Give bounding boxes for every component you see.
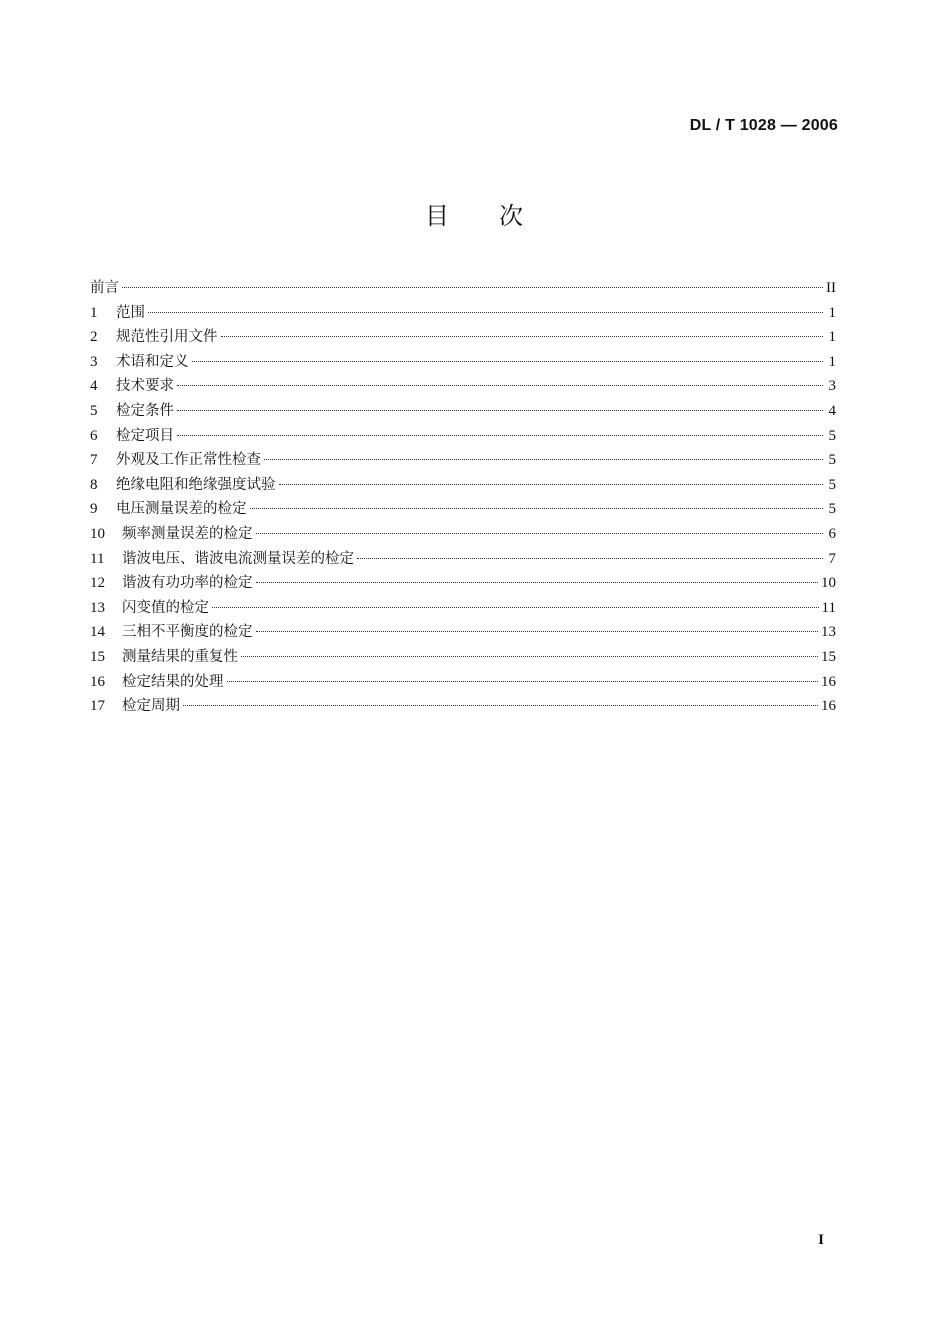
toc-entry-page: 3 — [828, 378, 836, 395]
toc-dot-leader — [192, 361, 824, 362]
toc-entry-number: 5 — [90, 402, 98, 419]
toc-entry-number: 7 — [90, 452, 98, 469]
toc-dot-leader — [256, 582, 819, 583]
toc-entry-label: 检定结果的处理 — [122, 673, 224, 690]
toc-entry-label: 绝缘电阻和绝缘强度试验 — [116, 476, 276, 493]
toc-dot-leader — [177, 410, 823, 411]
toc-entry-number: 11 — [90, 550, 105, 567]
toc-entry-page: 5 — [828, 452, 836, 469]
toc-entry-label: 三相不平衡度的检定 — [122, 624, 253, 641]
page-number: I — [818, 1232, 824, 1248]
toc-dot-leader — [264, 459, 823, 460]
toc-entry-label: 术语和定义 — [116, 353, 189, 370]
toc-dot-leader — [148, 312, 823, 313]
toc-entry[interactable] — [90, 276, 836, 301]
toc-dot-leader — [279, 484, 824, 485]
toc-dot-leader — [221, 336, 824, 337]
toc-entry-number: 14 — [90, 624, 105, 641]
toc-entry-number: 1 — [90, 304, 98, 321]
toc-entry-label: 闪变值的检定 — [122, 599, 209, 616]
toc-entry-label: 谐波有功功率的检定 — [122, 575, 253, 592]
toc-entry-number: 3 — [90, 353, 98, 370]
toc-dot-leader — [183, 705, 818, 706]
toc-entry-number: 9 — [90, 501, 98, 518]
toc-entry[interactable] — [90, 325, 836, 350]
toc-dot-leader — [256, 533, 824, 534]
toc-entry[interactable] — [90, 571, 836, 596]
toc-entry-label: 频率测量误差的检定 — [122, 525, 253, 542]
toc-entry-label: 前言 — [90, 280, 119, 296]
toc-dot-leader — [177, 385, 823, 386]
toc-entry-number: 17 — [90, 698, 105, 715]
toc-entry-label: 电压测量误差的检定 — [116, 501, 247, 518]
toc-dot-leader — [212, 607, 819, 608]
toc-entry-page: 15 — [821, 648, 836, 665]
toc-entry[interactable] — [90, 620, 836, 645]
toc-dot-leader — [357, 558, 823, 559]
toc-entry-page: 5 — [828, 476, 836, 493]
toc-entry-number: 15 — [90, 648, 105, 665]
toc-entry-label: 测量结果的重复性 — [122, 648, 238, 665]
toc-entry-number: 12 — [90, 575, 105, 592]
standard-code: DL / T 1028 — 2006 — [689, 117, 838, 134]
toc-entry[interactable] — [90, 694, 836, 719]
toc-dot-leader — [177, 435, 823, 436]
toc-entry[interactable] — [90, 547, 836, 572]
toc-entry-number: 4 — [90, 378, 98, 395]
toc-entry-page: 6 — [828, 525, 836, 542]
toc-entry[interactable] — [90, 374, 836, 399]
toc-entry-number: 10 — [90, 525, 105, 542]
toc-entry-page: 1 — [828, 353, 836, 370]
toc-entry-number: 6 — [90, 427, 98, 444]
toc-entry-page: 11 — [821, 599, 836, 616]
toc-entry[interactable] — [90, 522, 836, 547]
toc-entry-page: 16 — [821, 698, 836, 715]
toc-dot-leader — [241, 656, 818, 657]
toc-entry-page: 10 — [821, 575, 836, 592]
toc-entry-page: II — [826, 280, 836, 296]
toc-entry[interactable] — [90, 350, 836, 375]
toc-entry[interactable] — [90, 645, 836, 670]
toc-entry-page: 5 — [828, 427, 836, 444]
toc-entry-label: 检定条件 — [116, 402, 174, 419]
toc-entry[interactable] — [90, 670, 836, 695]
toc-entry[interactable] — [90, 399, 836, 424]
toc-entry-page: 4 — [828, 402, 836, 419]
toc-title-part2: 次 — [499, 202, 525, 230]
toc-entry-label: 谐波电压、谐波电流测量误差的检定 — [122, 550, 354, 567]
toc-entry-number: 2 — [90, 329, 98, 346]
toc-entry-page: 16 — [821, 673, 836, 690]
toc-entry-page: 1 — [828, 329, 836, 346]
toc-entry[interactable] — [90, 448, 836, 473]
toc-dot-leader — [250, 508, 824, 509]
toc-entry-page: 5 — [828, 501, 836, 518]
toc-entry-number: 13 — [90, 599, 105, 616]
toc-title — [0, 196, 950, 231]
toc-entry[interactable] — [90, 301, 836, 326]
toc-entry-page: 7 — [828, 550, 836, 567]
toc-entry-label: 范围 — [116, 304, 145, 321]
toc-entry[interactable] — [90, 596, 836, 621]
toc-entry[interactable] — [90, 497, 836, 522]
toc-entry-number: 8 — [90, 476, 98, 493]
toc-entry-label: 规范性引用文件 — [116, 329, 218, 346]
toc-entry-label: 检定周期 — [122, 698, 180, 715]
toc-title-part1: 目 — [425, 202, 451, 230]
toc-entry-label: 检定项目 — [116, 427, 174, 444]
toc-entry-number: 16 — [90, 673, 105, 690]
toc-entry[interactable] — [90, 473, 836, 498]
toc-entry-label: 外观及工作正常性检查 — [116, 452, 261, 469]
toc-dot-leader — [256, 631, 819, 632]
toc-entry-page: 13 — [821, 624, 836, 641]
toc-entry-page: 1 — [828, 304, 836, 321]
toc-dot-leader — [122, 287, 823, 288]
toc-entry[interactable] — [90, 424, 836, 449]
toc-entry-label: 技术要求 — [116, 378, 174, 395]
table-of-contents — [90, 276, 836, 719]
toc-dot-leader — [227, 681, 819, 682]
